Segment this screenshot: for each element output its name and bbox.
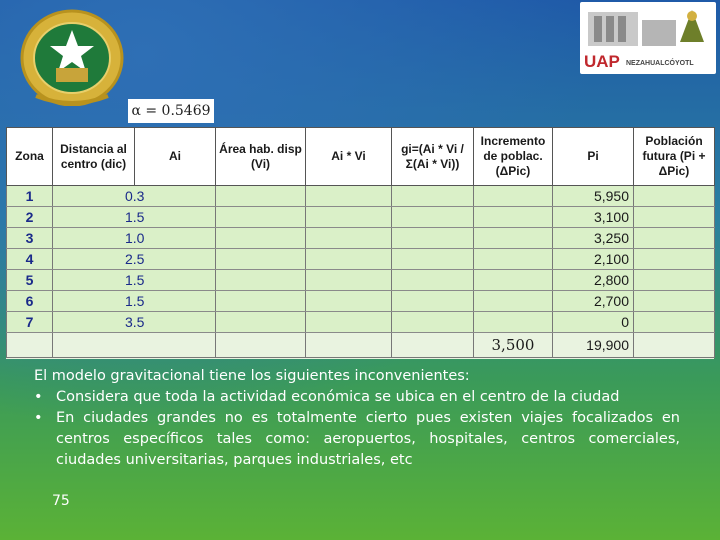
body-text <box>34 366 680 471</box>
data-table <box>6 127 715 358</box>
bullet-dot: • <box>34 389 43 405</box>
empty-cell <box>7 333 53 358</box>
empty-cell <box>216 207 306 228</box>
empty-cell <box>634 249 715 270</box>
col-header-pi: Pi <box>553 128 634 186</box>
distancia-cell: 1.0 <box>53 228 216 249</box>
table-row <box>7 228 715 249</box>
distancia-cell: 3.5 <box>53 312 216 333</box>
empty-cell <box>306 270 392 291</box>
empty-cell <box>474 312 553 333</box>
col-header-incremento: Incremento de poblac. (ΔPic) <box>474 128 553 186</box>
pi-cell: 0 <box>553 312 634 333</box>
col-header-gi: gi=(Ai * Vi / Σ(Ai * Vi)) <box>392 128 474 186</box>
bullet-text: En ciudades grandes no es totalmente cierto pues existen viajes focalizados en centros específicos tales como: aeropuertos, hospitales, centros comerciales, ciudades universitarias, parques industriales, etc <box>56 410 680 468</box>
col-header-ai: Ai <box>135 128 216 186</box>
empty-cell <box>216 333 306 358</box>
col-header-zona: Zona <box>7 128 53 186</box>
distancia-cell: 1.5 <box>53 207 216 228</box>
distancia-cell: 2.5 <box>53 249 216 270</box>
empty-cell <box>306 249 392 270</box>
empty-cell <box>474 228 553 249</box>
uap-brand: UAP <box>584 52 620 71</box>
empty-cell <box>392 207 474 228</box>
empty-cell <box>216 186 306 207</box>
empty-cell <box>392 333 474 358</box>
state-seal-logo <box>14 6 130 106</box>
pi-cell: 3,250 <box>553 228 634 249</box>
empty-cell <box>392 249 474 270</box>
col-header-ai-vi: Ai * Vi <box>306 128 392 186</box>
empty-cell <box>306 207 392 228</box>
pi-cell: 3,100 <box>553 207 634 228</box>
table-row <box>7 291 715 312</box>
empty-cell <box>392 186 474 207</box>
col-header-area: Área hab. disp (Vi) <box>216 128 306 186</box>
empty-cell <box>392 291 474 312</box>
empty-cell <box>392 270 474 291</box>
zona-cell: 1 <box>7 186 53 207</box>
empty-cell <box>474 249 553 270</box>
empty-cell <box>216 312 306 333</box>
empty-cell <box>392 228 474 249</box>
zona-cell: 7 <box>7 312 53 333</box>
empty-cell <box>634 312 715 333</box>
empty-cell <box>474 186 553 207</box>
intro-text: El modelo gravitacional tiene los siguientes inconvenientes: <box>34 368 470 384</box>
empty-cell <box>53 333 216 358</box>
pi-cell: 5,950 <box>553 186 634 207</box>
campus-name: NEZAHUALCÓYOTL <box>626 60 694 67</box>
pi-cell: 2,700 <box>553 291 634 312</box>
col-header-poblacion-futura: Población futura (Pi + ΔPic) <box>634 128 715 186</box>
table-row <box>7 207 715 228</box>
empty-cell <box>634 207 715 228</box>
empty-cell <box>474 207 553 228</box>
table-row <box>7 249 715 270</box>
empty-cell <box>474 270 553 291</box>
empty-cell <box>216 291 306 312</box>
uap-logo <box>580 2 716 74</box>
empty-cell <box>306 186 392 207</box>
bullet-text: Considera que toda la actividad económica se ubica en el centro de la ciudad <box>56 389 620 405</box>
empty-cell <box>216 249 306 270</box>
empty-cell <box>306 312 392 333</box>
total-pi-cell: 19,900 <box>553 333 634 358</box>
zona-cell: 3 <box>7 228 53 249</box>
zona-cell: 5 <box>7 270 53 291</box>
bullet-dot: • <box>34 410 43 426</box>
header-row <box>7 128 715 186</box>
pi-cell: 2,100 <box>553 249 634 270</box>
bullet-item <box>34 408 680 471</box>
empty-cell <box>634 333 715 358</box>
empty-cell <box>216 228 306 249</box>
distancia-cell: 0.3 <box>53 186 216 207</box>
empty-cell <box>306 228 392 249</box>
page-number: 75 <box>52 493 70 509</box>
table-row <box>7 270 715 291</box>
alpha-value: α = 0.5469 <box>128 99 214 123</box>
empty-cell <box>634 291 715 312</box>
totals-row <box>7 333 715 358</box>
empty-cell <box>634 270 715 291</box>
distancia-cell: 1.5 <box>53 270 216 291</box>
total-incremento-cell: 3,500 <box>474 333 553 358</box>
empty-cell <box>216 270 306 291</box>
empty-cell <box>474 291 553 312</box>
gravitational-model-table <box>6 127 714 359</box>
pi-cell: 2,800 <box>553 270 634 291</box>
table-row <box>7 312 715 333</box>
zona-cell: 4 <box>7 249 53 270</box>
table-row <box>7 186 715 207</box>
zona-cell: 6 <box>7 291 53 312</box>
empty-cell <box>306 291 392 312</box>
empty-cell <box>392 312 474 333</box>
empty-cell <box>306 333 392 358</box>
bullet-item <box>34 387 680 408</box>
distancia-cell: 1.5 <box>53 291 216 312</box>
col-header-distancia: Distancia al centro (dic) <box>53 128 135 186</box>
zona-cell: 2 <box>7 207 53 228</box>
empty-cell <box>634 186 715 207</box>
empty-cell <box>634 228 715 249</box>
